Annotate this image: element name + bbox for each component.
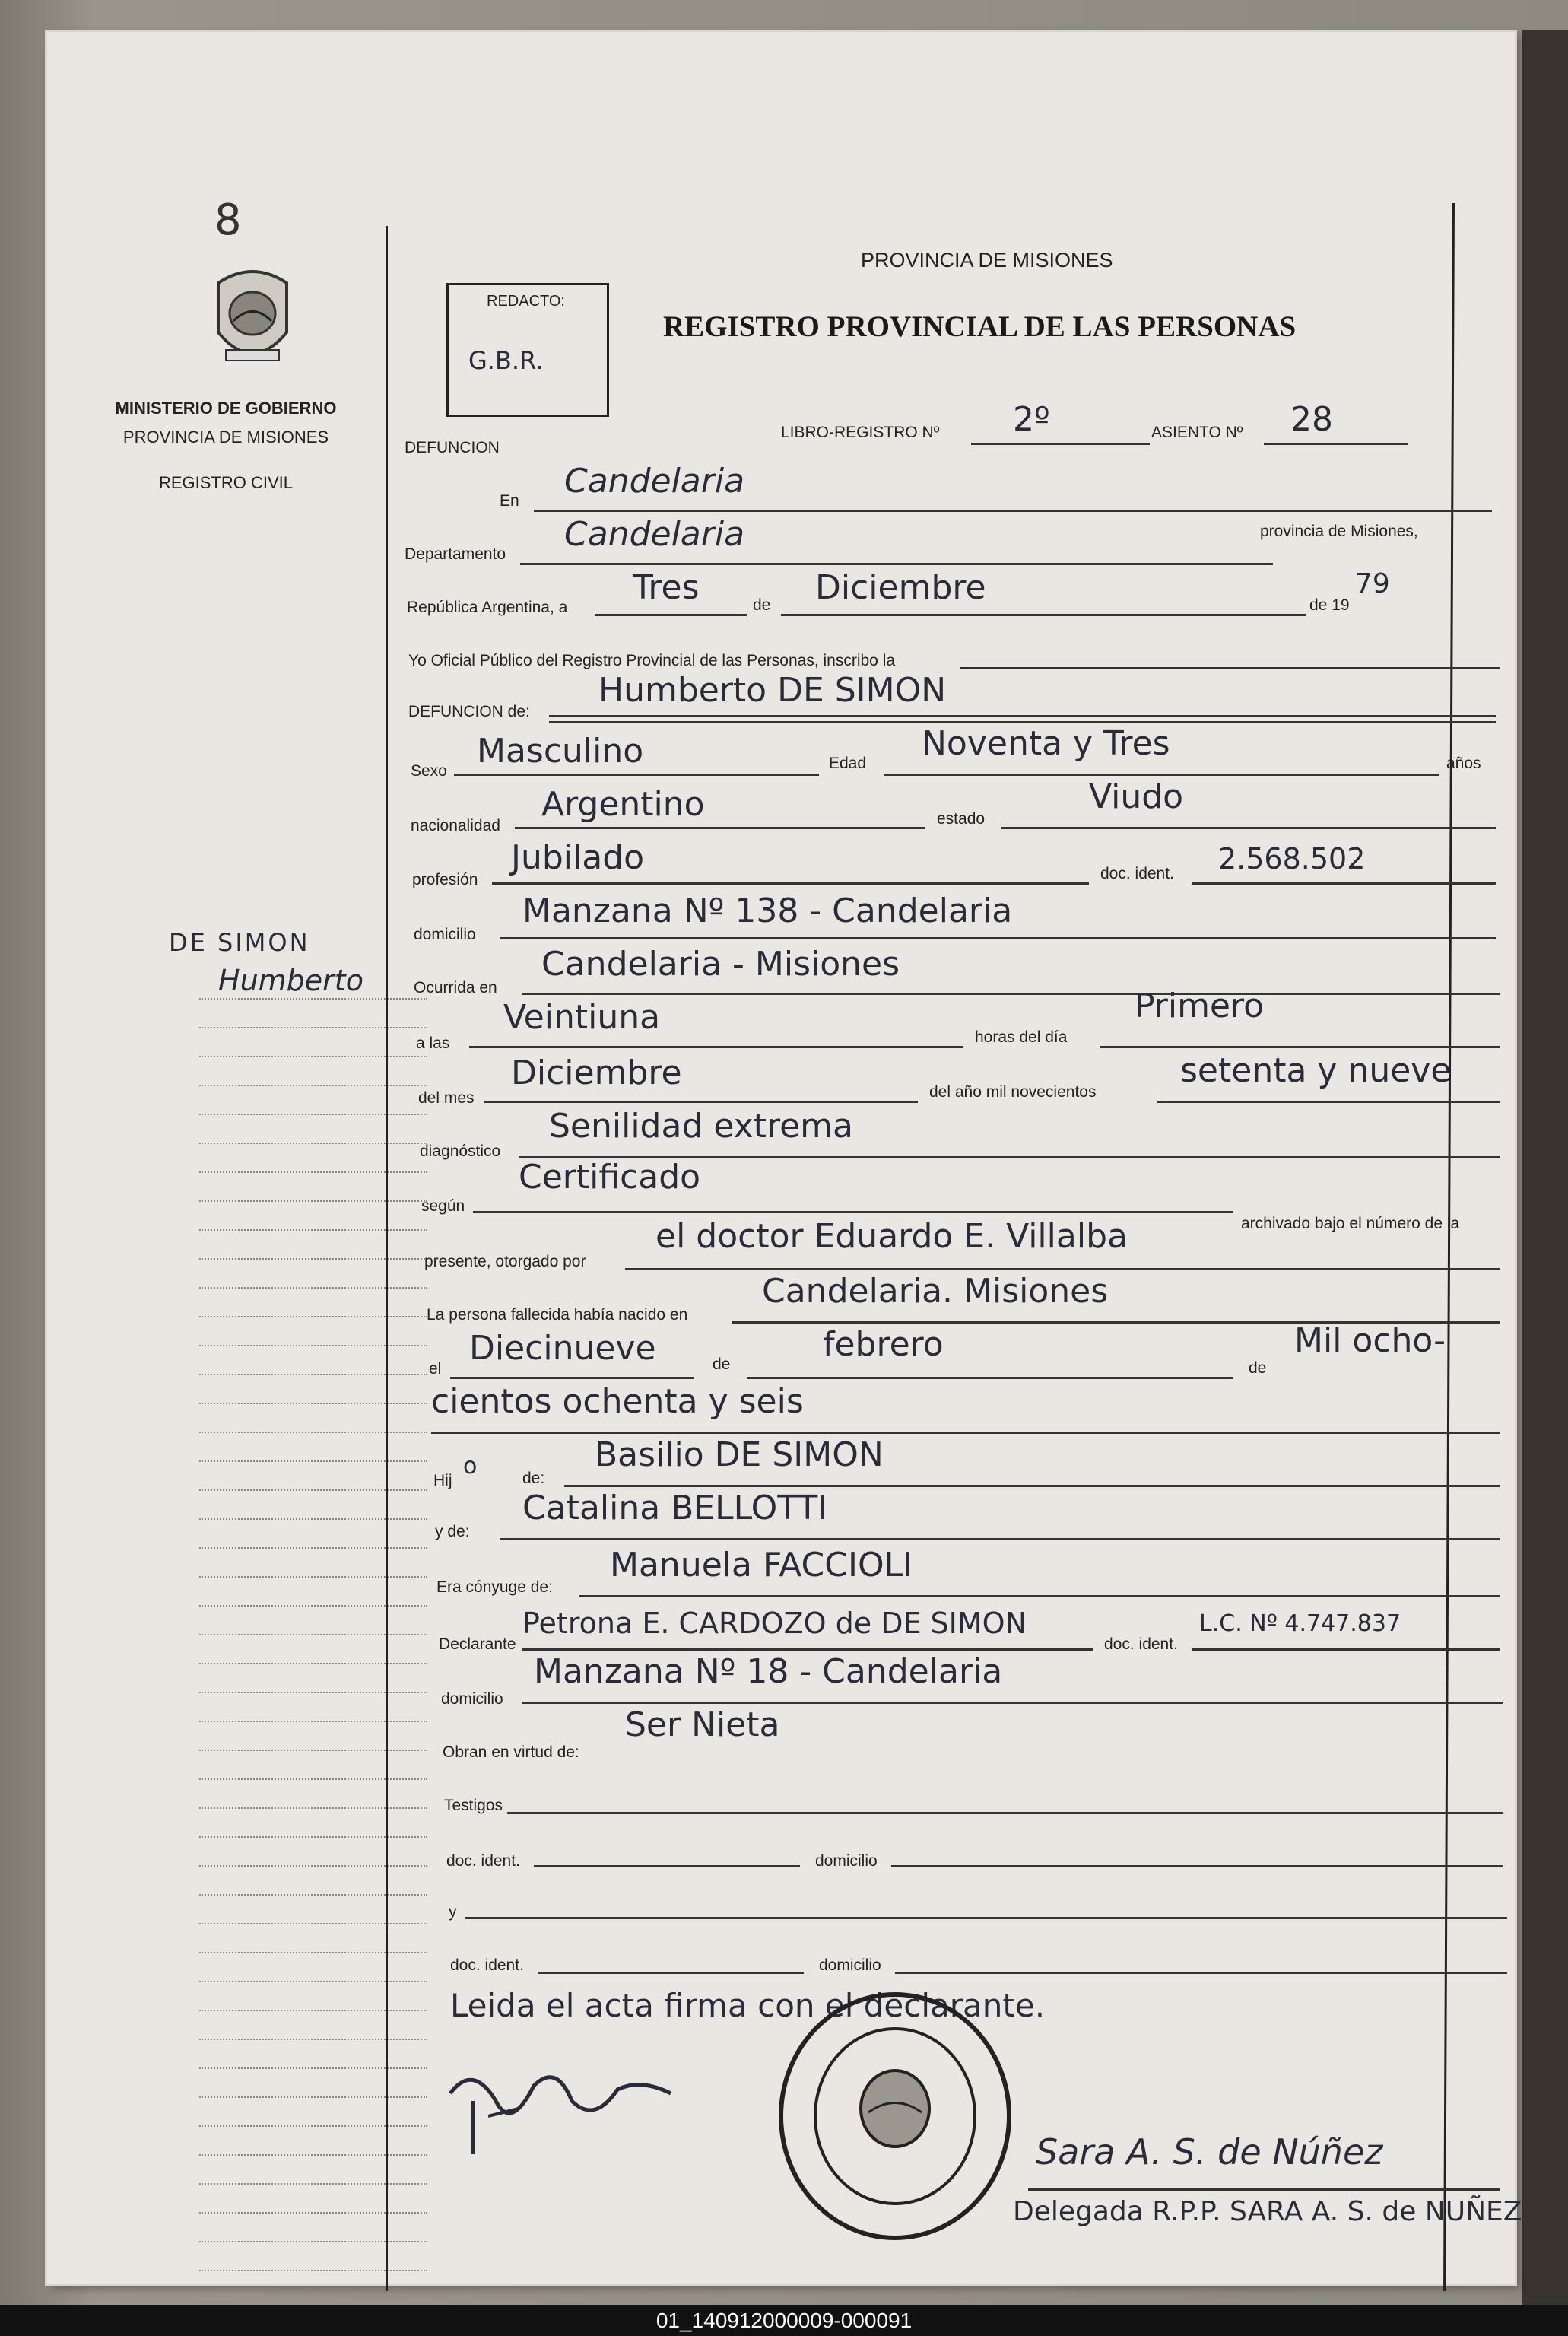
testigos-label: Testigos <box>444 1797 503 1814</box>
diagnostico-value: Senilidad extrema <box>549 1107 853 1146</box>
obran-label: Obran en virtud de: <box>443 1743 579 1761</box>
year-suffix: 79 <box>1355 568 1390 599</box>
t-dom-label: domicilio <box>815 1852 878 1870</box>
mes-hecho-value: Diciembre <box>511 1054 682 1092</box>
obran-value: Ser Nieta <box>625 1705 780 1744</box>
el-label: el <box>429 1360 442 1378</box>
ocurrida-label: Ocurrida en <box>414 979 497 996</box>
nac-anio-2: cientos ochenta y seis <box>431 1382 804 1421</box>
hijo-suffix: o <box>463 1453 478 1479</box>
margin-rule-line <box>199 2096 427 2098</box>
redacto-label: REDACTO: <box>487 293 565 310</box>
sexo-label: Sexo <box>411 762 447 780</box>
republica-label: República Argentina, a <box>407 599 568 616</box>
margin-rule-line <box>199 1403 427 1404</box>
header-province: PROVINCIA DE MISIONES <box>861 249 1113 272</box>
provincia-label: provincia de Misiones, <box>1260 523 1418 540</box>
nacionalidad-value: Argentino <box>541 785 705 824</box>
declarante-value: Petrona E. CARDOZO de DE SIMON <box>522 1607 1027 1640</box>
official-signature: Sara A. S. de Núñez <box>1036 2131 1383 2172</box>
diagnostico-label: diagnóstico <box>420 1143 501 1160</box>
page-number: 8 <box>214 195 242 245</box>
margin-rule-line <box>199 2125 427 2127</box>
redacto-value: G.B.R. <box>468 346 544 375</box>
asiento-label: ASIENTO Nº <box>1151 424 1243 441</box>
edad-label: Edad <box>829 755 867 772</box>
domicilio-label: domicilio <box>414 926 476 943</box>
segun-value: Certificado <box>519 1158 701 1197</box>
edad-value: Noventa y Tres <box>922 724 1170 763</box>
redacto-box <box>446 283 609 417</box>
margin-rule-line <box>199 1634 427 1635</box>
margin-rule-line <box>199 1894 427 1896</box>
nacido-value: Candelaria. Misiones <box>762 1272 1109 1311</box>
estado-label: estado <box>937 810 986 828</box>
estado-value: Viudo <box>1089 777 1184 816</box>
nacionalidad-label: nacionalidad <box>411 817 500 834</box>
margin-rule-line <box>199 1316 427 1317</box>
alas-label: a las <box>416 1035 450 1052</box>
defuncion-label: DEFUNCION de: <box>408 703 530 720</box>
declarante-label: Declarante <box>439 1635 516 1653</box>
margin-rule-line <box>199 1692 427 1693</box>
margin-rule-line <box>199 1171 427 1173</box>
margin-rule-line <box>199 1143 427 1144</box>
margin-rule-line <box>199 1663 427 1664</box>
margin-rule-line <box>199 1489 427 1491</box>
t2-doc-label: doc. ident. <box>450 1956 524 1974</box>
conyuge-label: Era cónyuge de: <box>436 1578 553 1596</box>
oficial-label: Yo Oficial Público del Registro Provincial de las Personas, inscribo la <box>408 652 896 669</box>
declarante-signature <box>443 2048 686 2162</box>
margin-rule-line <box>199 2183 427 2185</box>
margin-rule-line <box>199 2270 427 2271</box>
ministry-province: PROVINCIA DE MISIONES <box>122 427 329 447</box>
margin-rule-line <box>199 1432 427 1433</box>
decl-domicilio-label: domicilio <box>441 1690 503 1708</box>
libro-value: 2º <box>1013 400 1050 439</box>
binder-spine <box>1522 30 1568 2305</box>
profesion-label: profesión <box>412 871 478 888</box>
margin-rule-line <box>199 1750 427 1751</box>
decl-domicilio-value: Manzana Nº 18 - Candelaria <box>534 1652 1003 1691</box>
margin-rule-line <box>199 1952 427 1953</box>
margin-rule-line <box>199 1085 427 1086</box>
nac-mes-value: febrero <box>823 1325 944 1364</box>
right-rule <box>1443 203 1455 2291</box>
t-doc-label: doc. ident. <box>446 1852 520 1870</box>
anos-label: años <box>1446 755 1481 772</box>
segun-label: según <box>421 1197 465 1215</box>
departamento-value: Candelaria <box>564 515 745 554</box>
otorgado-value: el doctor Eduardo E. Villalba <box>655 1217 1128 1256</box>
mes-value: Diciembre <box>815 568 986 607</box>
domicilio-value: Manzana Nº 138 - Candelaria <box>522 891 1013 930</box>
margin-rule-line <box>199 1258 427 1260</box>
hijo-label: Hij <box>433 1472 452 1489</box>
doc-label: doc. ident. <box>1100 865 1174 882</box>
margin-rule-line <box>199 1547 427 1549</box>
document-page <box>47 32 1522 2284</box>
scan-footer-id: 01_140912000009-000091 <box>0 2305 1568 2336</box>
hijo-de-label: de: <box>522 1470 545 1487</box>
margin-rule-line <box>199 1114 427 1115</box>
presente-label: presente, otorgado por <box>424 1253 586 1270</box>
header-title: REGISTRO PROVINCIAL DE LAS PERSONAS <box>663 310 1297 343</box>
margin-rule-line <box>199 1778 427 1780</box>
nacido-label: La persona fallecida había nacido en <box>427 1306 688 1324</box>
margin-rule-line <box>199 1865 427 1867</box>
departamento-label: Departamento <box>405 545 506 563</box>
margin-given-name: Humberto <box>218 964 363 997</box>
margin-rule-line <box>199 1721 427 1722</box>
padre-value: Basilio DE SIMON <box>595 1435 884 1474</box>
margin-rule-line <box>199 1576 427 1578</box>
y-label: y <box>449 1903 457 1921</box>
madre-value: Catalina BELLOTTI <box>522 1489 828 1527</box>
de-year-label: de 19 <box>1309 596 1350 614</box>
leida-text: Leida el acta firma con el declarante. <box>450 1987 1046 2024</box>
margin-rule-line <box>199 1200 427 1202</box>
yde-label: y de: <box>435 1523 470 1540</box>
decl-doc-value: L.C. Nº 4.747.837 <box>1199 1610 1401 1637</box>
anio-hecho-value: setenta y nueve <box>1180 1051 1452 1090</box>
official-signature-caption: Delegada R.P.P. SARA A. S. de NUÑEZ <box>1013 2196 1522 2227</box>
nac-dia-value: Diecinueve <box>469 1329 656 1368</box>
ministry-name: MINISTERIO DE GOBIERNO <box>115 399 337 418</box>
margin-rule-line <box>199 1287 427 1289</box>
margin-rule-line <box>199 1229 427 1231</box>
sexo-value: Masculino <box>477 732 644 771</box>
margin-rule-line <box>199 2241 427 2242</box>
de-label: de <box>753 596 771 614</box>
margin-surname: DE SIMON <box>169 928 310 957</box>
nac-anio-1: Mil ocho- <box>1294 1321 1446 1360</box>
en-label: En <box>500 492 519 510</box>
margin-rule-line <box>199 1605 427 1607</box>
margin-rule-line <box>199 2154 427 2156</box>
left-rule <box>386 226 388 2291</box>
doc-value: 2.568.502 <box>1218 842 1366 876</box>
margin-rule-line <box>199 1981 427 1982</box>
fallecido-value: Humberto DE SIMON <box>598 671 947 710</box>
horas-label: horas del día <box>975 1028 1068 1046</box>
margin-rule-line <box>199 1518 427 1520</box>
margin-rule-line <box>199 1027 427 1028</box>
ministry-office: REGISTRO CIVIL <box>158 473 294 492</box>
asiento-value: 28 <box>1290 400 1333 439</box>
margin-rule-line <box>199 1460 427 1462</box>
nac-de-label: de <box>713 1356 731 1373</box>
delmes-label: del mes <box>418 1089 475 1107</box>
dia-value: Tres <box>633 568 700 607</box>
profesion-value: Jubilado <box>511 838 645 877</box>
margin-rule-line <box>199 2039 427 2040</box>
margin-rule-line <box>199 1807 427 1809</box>
decl-doc-label: doc. ident. <box>1104 1635 1178 1653</box>
margin-rule-line <box>199 1056 427 1057</box>
t2-dom-label: domicilio <box>819 1956 881 1974</box>
margin-rule-line <box>199 2067 427 2069</box>
en-value: Candelaria <box>564 462 745 501</box>
margin-rule-line <box>199 998 427 1000</box>
margin-rule-line <box>199 1923 427 1924</box>
official-seal-icon <box>773 1987 1017 2245</box>
margin-rule-line <box>199 2010 427 2011</box>
anio-label: del año mil novecientos <box>929 1083 1097 1101</box>
ocurrida-value: Candelaria - Misiones <box>541 945 900 984</box>
margin-rule-line <box>199 1345 427 1346</box>
margin-rule-line <box>199 1374 427 1375</box>
coat-of-arms-icon <box>203 260 302 382</box>
conyuge-value: Manuela FACCIOLI <box>610 1546 913 1584</box>
hora-value: Veintiuna <box>503 998 661 1037</box>
margin-rule-line <box>199 2212 427 2214</box>
nac-de2-label: de <box>1249 1359 1267 1377</box>
margin-rule-line <box>199 1836 427 1838</box>
dia-hecho-value: Primero <box>1135 987 1265 1025</box>
record-type: DEFUNCION <box>405 439 500 456</box>
archivado-label: archivado bajo el número de la <box>1241 1215 1460 1232</box>
libro-label: LIBRO-REGISTRO Nº <box>781 424 940 441</box>
